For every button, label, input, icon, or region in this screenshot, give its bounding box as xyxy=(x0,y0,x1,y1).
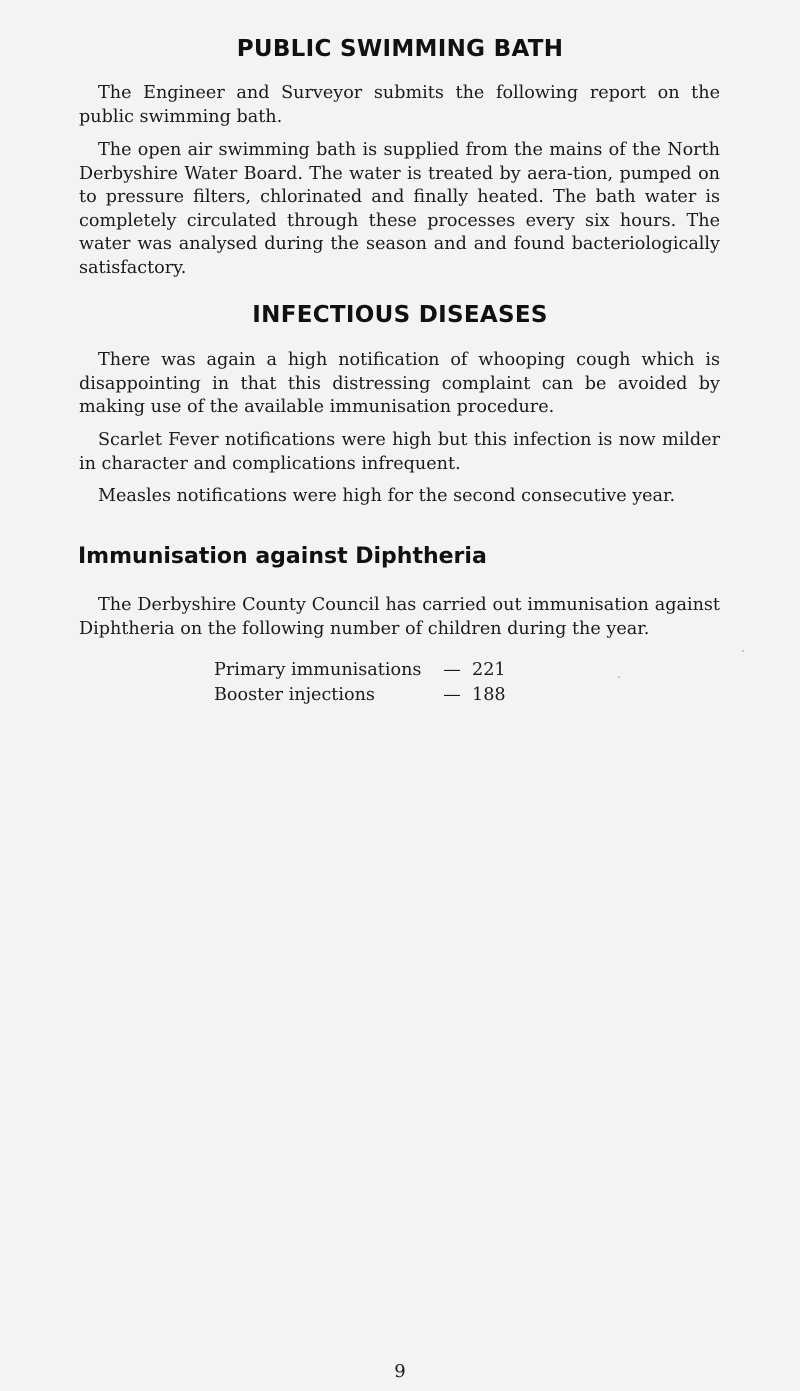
swimming-paragraph-1: The Engineer and Surveyor submits the following report on the public swimming bath. xyxy=(79,83,720,127)
infectious-paragraph-3: Measles notifications were high for the second consecutive year. xyxy=(98,486,676,506)
primary-immunisations-row xyxy=(214,658,506,682)
scan-speck xyxy=(742,650,744,652)
swimming-bath-heading: PUBLIC SWIMMING BATH xyxy=(236,36,564,62)
page-number: 9 xyxy=(394,1361,406,1382)
swimming-paragraph-2: The open air swimming bath is supplied from the mains of the North Derbyshire Water Board. The water is treated by aera-tion, pumped on to pressure filters, chlorinated and finally heated. The bath water is completely circulated through these processes every six hours. The water was analysed during the season and and found bacteriologically satisfactory. xyxy=(79,140,720,278)
infectious-diseases-heading: INFECTIOUS DISEASES xyxy=(252,302,548,328)
stat-label: Booster injections xyxy=(214,685,375,705)
diphtheria-heading: Immunisation against Diphtheria xyxy=(78,544,487,569)
stat-value: 188 xyxy=(472,685,506,705)
stat-dash: — xyxy=(443,660,461,680)
stat-value: 221 xyxy=(472,660,506,680)
scan-speck xyxy=(618,676,620,678)
booster-injections-row xyxy=(214,683,506,707)
diphtheria-paragraph: The Derbyshire County Council has carried out immunisation against Diphtheria on the following number of children during the year. xyxy=(79,595,720,639)
stat-dash: — xyxy=(443,685,461,705)
stat-label: Primary immunisations xyxy=(214,660,422,680)
infectious-paragraph-2: Scarlet Fever notifications were high but this infection is now milder in character and complications infrequent. xyxy=(79,430,720,474)
infectious-paragraph-1: There was again a high notification of whooping cough which is disappointing in that this distressing complaint can be avoided by making use of the available immunisation procedure. xyxy=(79,350,720,418)
